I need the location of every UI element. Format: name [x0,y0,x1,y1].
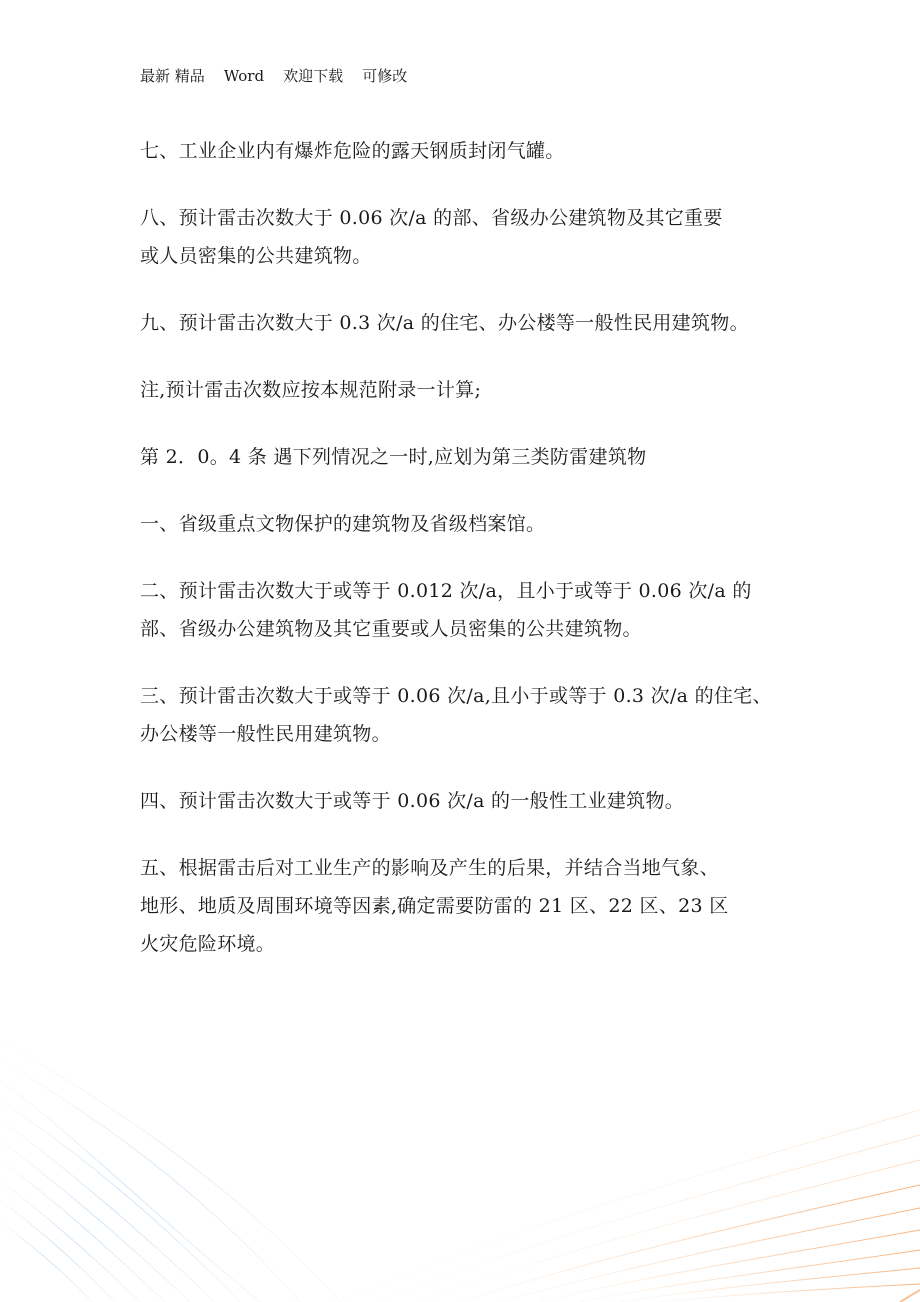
paragraph-item-5 [140,849,790,963]
header-label-download: 欢迎下载 [283,67,344,85]
paragraph-item-9 [140,304,790,342]
paragraph-item-7 [140,132,790,170]
paragraph-line: 注,预计雷击次数应按本规范附录一计算; [140,379,482,401]
paragraph-line: 一、省级重点文物保护的建筑物及省级档案馆。 [140,513,546,535]
orange-wave-lines [340,1110,920,1302]
paragraph-line: 地形、地质及周围环境等因素,确定需要防雷的 21 区、22 区、23 区 [140,895,729,917]
paragraph-line: 或人员密集的公共建筑物。 [140,245,372,267]
paragraph-note [140,371,790,409]
paragraph-line: 四、预计雷击次数大于或等于 0.06 次/a 的一般性工业建筑物。 [140,790,685,812]
header-label-word: Word [223,67,265,85]
paragraph-article-heading [140,438,790,476]
paragraph-line: 部、省级办公建筑物及其它重要或人员密集的公共建筑物。 [140,618,642,640]
header-label-latest: 最新 精品 [140,67,205,85]
blue-wave-lines [0,1040,340,1302]
paragraph-line: 九、预计雷击次数大于 0.3 次/a 的住宅、办公楼等一般性民用建筑物。 [140,312,749,334]
paragraph-line: 五、根据雷击后对工业生产的影响及产生的后果，并结合当地气象、 [140,857,720,879]
document-body [140,132,790,992]
paragraph-item-1 [140,505,790,543]
paragraph-line: 八、预计雷击次数大于 0.06 次/a 的部、省级办公建筑物及其它重要 [140,207,723,229]
paragraph-line: 火灾危险环境。 [140,933,276,955]
paragraph-line: 第 2．0。4 条 遇下列情况之一时,应划为第三类防雷建筑物 [140,446,647,468]
page-header [140,66,407,86]
header-label-editable: 可修改 [362,67,408,85]
paragraph-line: 七、工业企业内有爆炸危险的露天钢质封闭气罐。 [140,140,565,162]
paragraph-item-4 [140,782,790,820]
paragraph-line: 办公楼等一般性民用建筑物。 [140,723,391,745]
paragraph-item-8 [140,199,790,275]
paragraph-item-2 [140,572,790,648]
paragraph-line: 三、预计雷击次数大于或等于 0.06 次/a,且小于或等于 0.3 次/a 的住宅、 [140,685,772,707]
paragraph-line: 二、预计雷击次数大于或等于 0.012 次/a，且小于或等于 0.06 次/a 的 [140,580,752,602]
paragraph-item-3 [140,677,790,753]
